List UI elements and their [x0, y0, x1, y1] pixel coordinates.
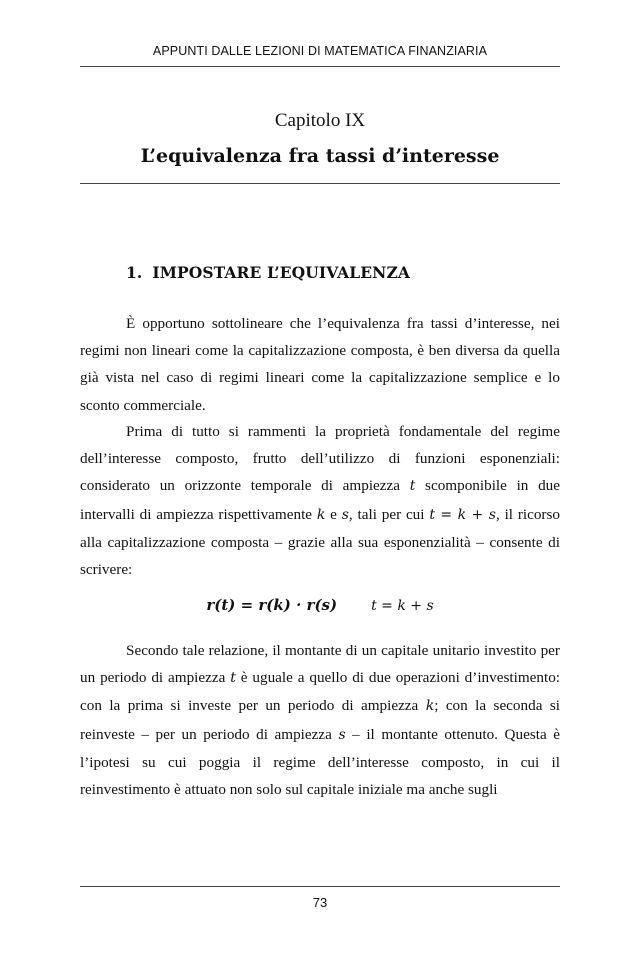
- running-header: APPUNTI DALLE LEZIONI DI MATEMATICA FINANZIARIA: [152, 44, 488, 58]
- math-variable: s: [338, 726, 346, 743]
- chapter-title: L’equivalenza fra tassi d’interesse: [140, 145, 500, 167]
- section-title: IMPOSTARE L’EQUIVALENZA: [152, 263, 410, 282]
- paragraph-3-text: Secondo tale relazione, il montante di un capitale unitario investito per un periodo di ampiezza: [80, 642, 560, 687]
- math-variable: t: [409, 478, 416, 495]
- chapter-label: Capitolo IX: [274, 110, 366, 131]
- math-variable: t: [230, 670, 236, 687]
- paragraph-1-text: È opportuno sottolineare che l’equivalenza fra tassi d’interesse, nei regimi non lineari come la capitalizzazione composta, è ben diversa da quella già vista nel caso di regimi lineari come la capitalizzazione semplice e lo sconto commerciale.: [80, 315, 560, 414]
- section-heading: [126, 263, 410, 282]
- formula-main: r(t) = r(k) · r(s): [206, 596, 338, 614]
- math-expression: t = k + s: [429, 506, 496, 523]
- paragraph-2-text: Prima di tutto si rammenti la proprietà fondamentale del regime dell’interesse composto, frutto dell’utilizzo di funzioni esponenziali: considerato un orizzonte temporale di ampiezza: [80, 423, 560, 495]
- paragraph-2-text: e: [325, 505, 342, 523]
- formula-condition: t = k + s: [371, 598, 434, 614]
- title-rule: [80, 183, 560, 184]
- paragraph-3-text: ; con la seconda si reinveste – per un periodo di ampiezza: [80, 697, 560, 743]
- paragraph-1: [80, 310, 560, 419]
- paragraph-2-text: , tali per cui: [348, 505, 430, 523]
- math-variable: k: [316, 506, 326, 523]
- paragraph-2-text: , il ricorso alla capitalizzazione composta – grazie alla sua esponenzialità – consente di scrivere:: [80, 505, 560, 579]
- math-variable: k: [425, 698, 435, 715]
- math-variable: s: [341, 506, 349, 523]
- header-rule: [80, 66, 560, 67]
- paragraph-2-text: scomponibile in due intervalli di ampiezza rispettivamente: [80, 477, 561, 523]
- paragraph-3: [80, 637, 560, 803]
- display-formula: [80, 596, 560, 614]
- paragraph-2: [80, 418, 560, 583]
- section-number: 1.: [126, 263, 143, 282]
- paragraph-3-text: è uguale a quello di due operazioni d’investimento: con la prima si investe per un periodo di ampiezza: [80, 669, 561, 715]
- page-number: 73: [312, 895, 328, 910]
- footer-rule: [80, 886, 560, 887]
- paragraph-3-text: – il montante ottenuto. Questa è l’ipotesi su cui poggia il regime dell’interesse composto, in cui il reinvestimento è attuato non solo sul capitale iniziale ma anche sugli: [80, 725, 560, 799]
